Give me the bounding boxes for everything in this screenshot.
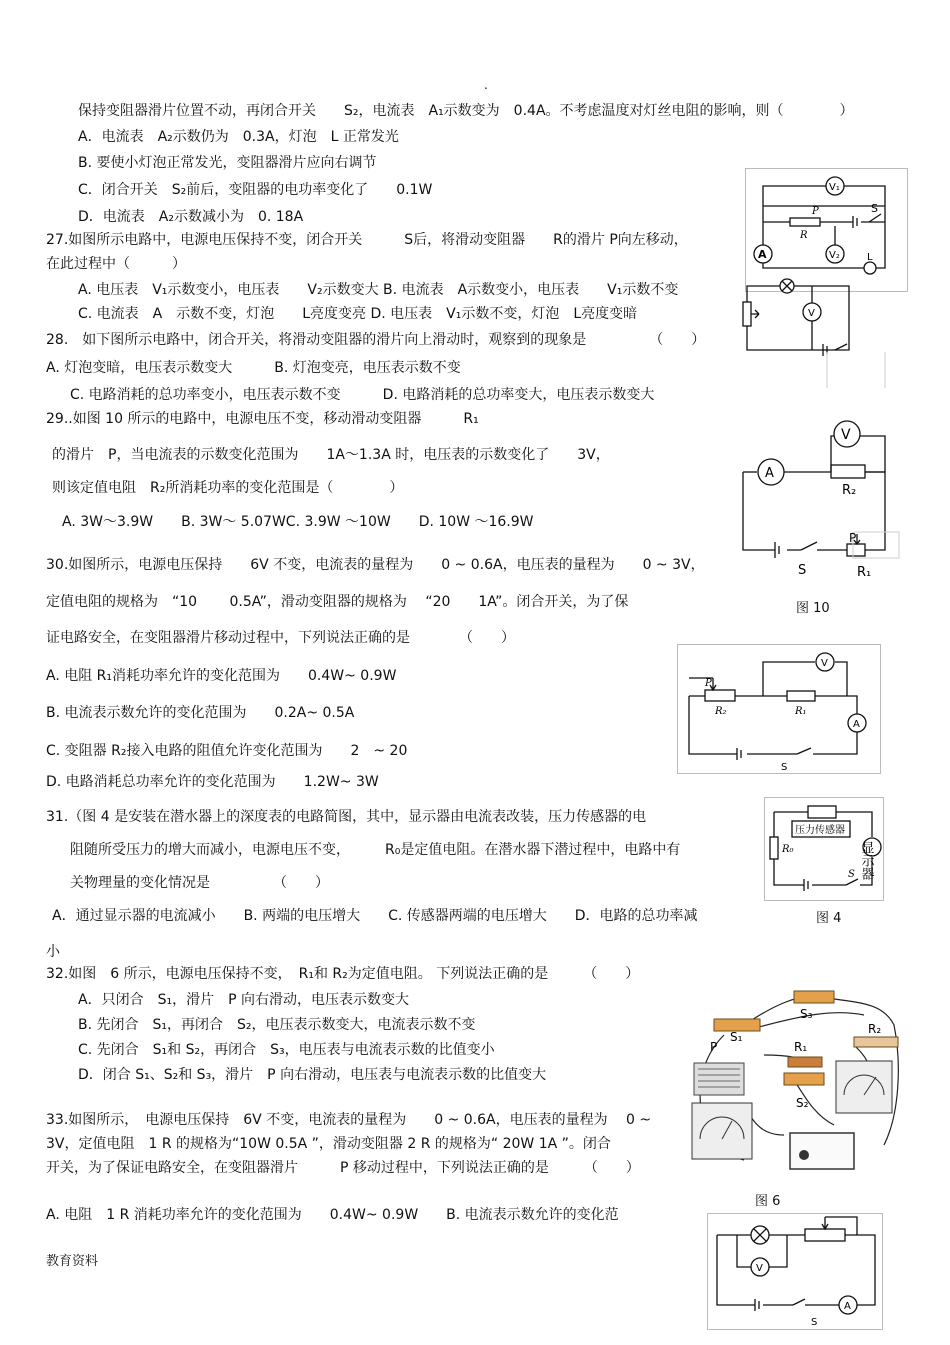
s-label: S <box>871 202 878 215</box>
text-line: A. 电阻 1 R 消耗功率允许的变化范围为 0.4W~ 0.9W B. 电流表示数允许的变化范 <box>46 1207 619 1223</box>
text-line: D．闭合 S₁、S₂和 S₃，滑片 P 向右滑动，电压表与电流表示数的比值变大 <box>78 1067 547 1083</box>
text-line: A. 灯泡变暗，电压表示数变大 B. 灯泡变亮，电压表示数不变 <box>46 360 461 376</box>
r2-label: R₂ <box>715 706 727 717</box>
text-line: 则该定值电阻 R₂所消耗功率的变化范围是（ ） <box>52 480 404 496</box>
text-line: C. 电流表 A 示数不变，灯泡 L亮度变亮 D. 电压表 V₁示数不变，灯泡 L亮度变暗 <box>78 306 638 322</box>
a-label: A <box>853 719 860 730</box>
v1-label: V₁ <box>829 182 840 193</box>
header-dot: . <box>484 78 488 92</box>
p-label: P <box>849 531 857 545</box>
text-line: 关物理量的变化情况是 （ ） <box>70 875 329 891</box>
text-line: 阻随所受压力的增大而减小，电源电压不变， R₀是定值电阻。在潜水器下潜过程中，电路中有 <box>70 842 681 858</box>
v-label: V <box>821 658 828 669</box>
s2-label: S₂ <box>796 1096 809 1110</box>
circuit-figure-28 <box>737 272 889 388</box>
text-line: B. 先闭合 S₁，再闭合 S₂，电压表示数变大，电流表示数不变 <box>78 1017 476 1033</box>
question-33: 33.如图所示， 电源电压保持 6V 不变，电流表的量程为 0 ~ 0.6A，电压表的量程为 0 ~ <box>46 1112 652 1128</box>
r0-label: R₀ <box>782 844 794 855</box>
text-line: C．闭合开关 S₂前后，变阻器的电功率变化了 0.1W <box>78 182 433 198</box>
v2-label: V₂ <box>829 250 840 261</box>
text-line: D．电流表 A₂示数减小为 0. 18A <box>78 209 304 225</box>
question-32: 32.如图 6 所示，电源电压保持不变， R₁和 R₂为定值电阻。 下列说法正确的是 （ ） <box>46 966 640 982</box>
r-label: R <box>800 230 808 241</box>
circuit-figure-6 <box>684 985 906 1185</box>
sensor-label: 压力传感器 <box>795 825 845 836</box>
question-29: 29..如图 10 所示的电路中，电源电压不变，移动滑动变阻器 R₁ <box>46 411 479 427</box>
r2-label: R₂ <box>842 483 857 498</box>
l-label: L <box>867 252 873 263</box>
text-line: A．通过显示器的电流减小 B. 两端的电压增大 C. 传感器两端的电压增大 D．电路的总功率减 <box>52 908 698 924</box>
text-line: 小 <box>46 944 60 960</box>
p-label: P <box>812 206 819 217</box>
v-label: V <box>841 427 851 443</box>
s-label: S <box>798 563 807 578</box>
circuit-figure-30 <box>677 644 881 774</box>
r1-label: R₁ <box>857 565 872 580</box>
figure-10-caption: 图 10 <box>796 601 830 616</box>
a-label: A <box>758 248 767 261</box>
text-line: 定值电阻的规格为 “10 0.5A”，滑动变阻器的规格为 “20 1A”。闭合开关，为了保 <box>46 594 629 610</box>
r2-label: R₂ <box>868 1022 882 1036</box>
v-label: V <box>756 1263 763 1274</box>
s3-label: S₃ <box>800 1007 813 1021</box>
question-30: 30.如图所示，电源电压保持 6V 不变，电流表的量程为 0 ~ 0.6A，电压表的量程为 0 ~ 3V， <box>46 557 705 573</box>
text-line: A. 电阻 R₁消耗功率允许的变化范围为 0.4W~ 0.9W <box>46 668 397 684</box>
text-line: 保持变阻器滑片位置不动，再闭合开关 S₂，电流表 A₁示数变为 0.4A。不考虑温度对灯丝电阻的影响，则（ ） <box>78 103 854 119</box>
text-line: 3V，定值电阻 1 R 的规格为“10W 0.5A ”，滑动变阻器 2 R 的规格为“ 20W 1A ”。闭合 <box>46 1136 611 1152</box>
footer-label: 教育资料 <box>46 1254 99 1269</box>
figure-6-caption: 图 6 <box>755 1194 781 1209</box>
p-label: P <box>705 678 712 689</box>
circuit-figure-4 <box>764 797 884 901</box>
v-label: V <box>808 308 815 319</box>
text-line: C. 变阻器 R₂接入电路的阻值允许变化范围为 2 ~ 20 <box>46 743 408 759</box>
a-label: A <box>765 466 774 481</box>
text-line: 的滑片 P，当电流表的示数变化范围为 1A～1.3A 时，电压表的示数变化了 3V， <box>52 447 610 463</box>
text-line: C. 先闭合 S₁和 S₂，再闭合 S₃，电压表与电流表示数的比值变小 <box>78 1042 495 1058</box>
text-line: B. 电流表示数允许的变化范围为 0.2A~ 0.5A <box>46 705 355 721</box>
text-line: A. 3W～3.9W B. 3W～ 5.07WC. 3.9W ～10W D. 10W ～16.9W <box>62 514 534 530</box>
s-label: S <box>781 762 788 773</box>
s-label: S <box>811 1317 818 1328</box>
text-line: 在此过程中（ ） <box>46 256 186 272</box>
text-line: 开关，为了保证电路安全，在变阻器滑片 P 移动过程中，下列说法正确的是 （ ） <box>46 1160 640 1176</box>
display-label: 显示器 <box>858 841 874 880</box>
question-31: 31.（图 4 是安装在潜水器上的深度表的电路简图，其中，显示器由电流表改装，压力传感器的电 <box>46 809 647 825</box>
question-27: 27.如图所示电路中，电源电压保持不变，闭合开关 S后，将滑动变阻器 R的滑片 P向左移动， <box>46 232 688 248</box>
figure-4-caption: 图 4 <box>816 911 842 926</box>
question-28: 28. 如下图所示电路中，闭合开关，将滑动变阻器的滑片向上滑动时，观察到的现象是 （ ） <box>46 332 706 348</box>
text-line: A．只闭合 S₁，滑片 P 向右滑动，电压表示数变大 <box>78 992 409 1008</box>
s1-label: S₁ <box>730 1030 743 1044</box>
r1-label: R₁ <box>794 1040 808 1054</box>
circuit-figure-33 <box>707 1213 883 1331</box>
text-line: D. 电路消耗总功率允许的变化范围为 1.2W~ 3W <box>46 774 379 790</box>
text-line: A. 电压表 V₁示数变小，电压表 V₂示数变大 B. 电流表 A示数变小，电压表 V₁示数不变 <box>78 282 679 298</box>
s-label: S <box>848 869 855 880</box>
text-line: 证电路安全，在变阻器滑片移动过程中，下列说法正确的是 （ ） <box>46 630 515 646</box>
r1-label: R₁ <box>795 706 807 717</box>
circuit-figure-10 <box>735 418 903 586</box>
text-line: A．电流表 A₂示数仍为 0.3A，灯泡 L 正常发光 <box>78 129 399 145</box>
text-line: C. 电路消耗的总功率变小，电压表示数不变 D. 电路消耗的总功率变大，电压表示数变大 <box>70 387 655 403</box>
p-label: P <box>710 1040 718 1054</box>
a-label: A <box>844 1301 851 1312</box>
text-line: B. 要使小灯泡正常发光，变阻器滑片应向右调节 <box>78 155 377 171</box>
